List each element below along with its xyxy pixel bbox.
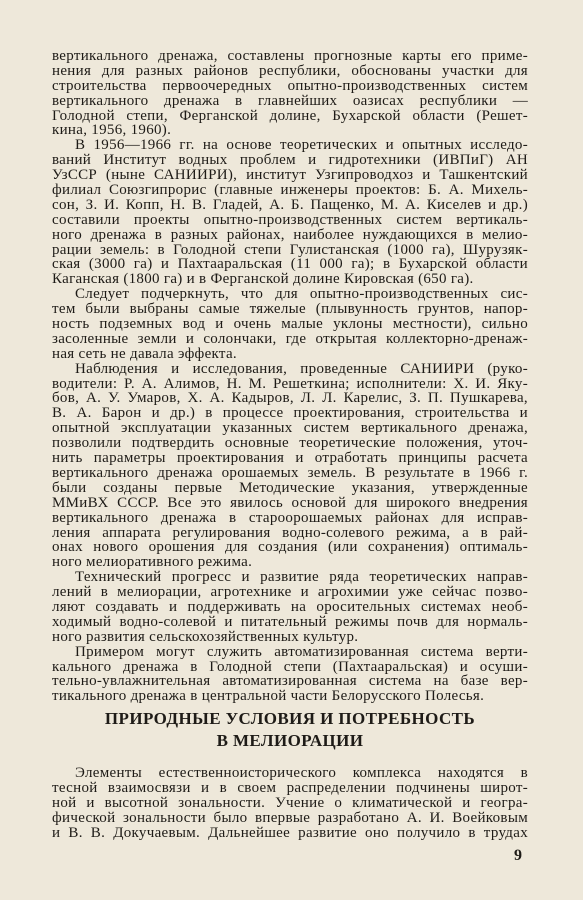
text-line: и В. В. Докучаевым. Дальнейшее развитие оно получило в трудах [52, 824, 528, 841]
text-line: ходимый водно-солевой и питательный режимы почв для нормаль- [52, 613, 528, 630]
paragraph [52, 645, 528, 705]
text-line: онах нового орошения для создания (или сохранения) оптималь- [52, 539, 528, 556]
text-line: лений в мелиорации, агротехнике и агрохимии уже сейчас позво- [52, 584, 528, 601]
text-column [52, 49, 528, 704]
text-line: вертикального дренажа орошаемых земель. В результате в 1966 г. [52, 464, 528, 481]
text-line: Следует подчеркнуть, что для опытно-производственных сис- [75, 286, 528, 303]
text-line: строительства первоочередных опытно-производственных систем [52, 77, 528, 94]
text-line: В. А. Барон и др.) в процессе проектирования, строительства и [52, 405, 528, 422]
page-number: 9 [514, 847, 522, 864]
text-line: ская (3000 га) и Пахтааральская (11 000 га); в Бухарской области [52, 256, 528, 273]
text-line: вертикального дренажа в староорошаемых районах для исправ- [52, 509, 528, 526]
text-line: ваний Институт водных проблем и гидротехники (ИВПиГ) АН [52, 152, 528, 169]
text-line: Наблюдения и исследования, проведенные САНИИРИ (руко- [75, 360, 528, 377]
text-line: позволили подтвердить основные теоретические положения, уточ- [52, 435, 528, 452]
text-line: были созданы первые Методические указания, утвержденные [52, 479, 528, 496]
text-line: ность подземных вод и очень малые уклоны местности), сильно [52, 316, 528, 333]
text-line: Голодной степи, Ферганской долине, Бухарской области (Решет- [52, 107, 528, 124]
text-line: бов, А. У. Умаров, Х. А. Кадыров, Л. Л. Карелис, З. П. Пушкарева, [52, 390, 528, 407]
text-line: Технический прогресс и развитие ряда теоретических направ- [75, 569, 528, 586]
text-line: тесной взаимосвязи и в своем распределении подчинены широт- [52, 779, 528, 796]
text-line: Каганская (1800 га) и в Ферганской долине Кировская (650 га). [52, 271, 474, 288]
paragraph [52, 362, 528, 570]
text-line: филиал Союзгипрорис (главные инженеры проектов: Б. А. Михель- [52, 182, 528, 199]
text-line: ная сеть не давала эффекта. [52, 345, 237, 362]
text-line: УзССР (ныне САНИИРИ), институт Узгипроводхоз и Ташкентский [52, 167, 528, 184]
text-line: водители: Р. А. Алимов, Н. М. Решеткина; исполнители: Х. И. Яку- [52, 375, 528, 392]
paragraph [52, 138, 528, 287]
text-line: ной и высотной зональности. Учение о климатической и геогра- [52, 794, 528, 811]
text-line: тельно-увлажнительная автоматизированная система на базе вер- [52, 673, 528, 690]
section-heading [52, 708, 528, 752]
text-line: засоленные земли и солончаки, где открытая коллекторно-дренаж- [52, 330, 528, 347]
paragraph [52, 766, 528, 840]
text-line: ного развития сельскохозяйственных культур. [52, 628, 359, 645]
text-line: опытной эксплуатации указанных систем вертикального дренажа, [52, 420, 528, 437]
text-line: ного мелиоративного режима. [52, 554, 253, 571]
text-line: фической зональности было впервые разработано А. И. Воейковым [52, 809, 528, 826]
text-line: ления аппарата регулирования водно-солевого режима, а в рай- [52, 524, 528, 541]
paragraph [52, 570, 528, 644]
text-line: вертикального дренажа, составлены прогнозные карты его приме- [52, 48, 528, 64]
text-line: Примером могут служить автоматизированная система верти- [75, 643, 528, 660]
section-heading-line: В МЕЛИОРАЦИИ [216, 731, 364, 750]
text-line: рации земель: в Голодной степи Гулистанская (1000 га), Шурузяк- [52, 241, 528, 258]
text-line: Элементы естественноисторического комплекса находятся в [75, 765, 528, 781]
text-line: В 1956—1966 гг. на основе теоретических и опытных исследо- [75, 137, 528, 154]
text-line: кина, 1956, 1960). [52, 122, 172, 139]
paragraph [52, 49, 528, 138]
text-line: вертикального дренажа в главнейших оазисах республики — [52, 92, 528, 109]
paragraph [52, 287, 528, 361]
text-line: составили проекты опытно-производственных систем вертикаль- [52, 211, 528, 228]
text-line: ММиВХ СССР. Все это явилось основой для широкого внедрения [52, 494, 528, 511]
section-heading-line: ПРИРОДНЫЕ УСЛОВИЯ И ПОТРЕБНОСТЬ [104, 709, 476, 728]
text-line: кального дренажа в Голодной степи (Пахтааральская) и осуши- [52, 658, 528, 675]
text-line: сон, З. И. Копп, Н. В. Гладей, А. Б. Пащенко, М. А. Киселев и др.) [52, 196, 528, 213]
text-line: тикального дренажа в центральной части Белорусского Полесья. [52, 688, 485, 705]
text-line: нить параметры проектирования и отработать принципы расчета [52, 450, 528, 467]
text-line: нения для разных районов республики, обоснованы участки для [52, 62, 528, 79]
text-line: тем были выбраны самые тяжелые (плывунность грунтов, напор- [52, 301, 528, 318]
text-line: ляют создавать и поддерживать на оросительных системах необ- [52, 598, 528, 615]
text-column [52, 766, 528, 840]
text-line: ного дренажа в разных районах, наиболее нуждающихся в мелио- [52, 226, 528, 243]
